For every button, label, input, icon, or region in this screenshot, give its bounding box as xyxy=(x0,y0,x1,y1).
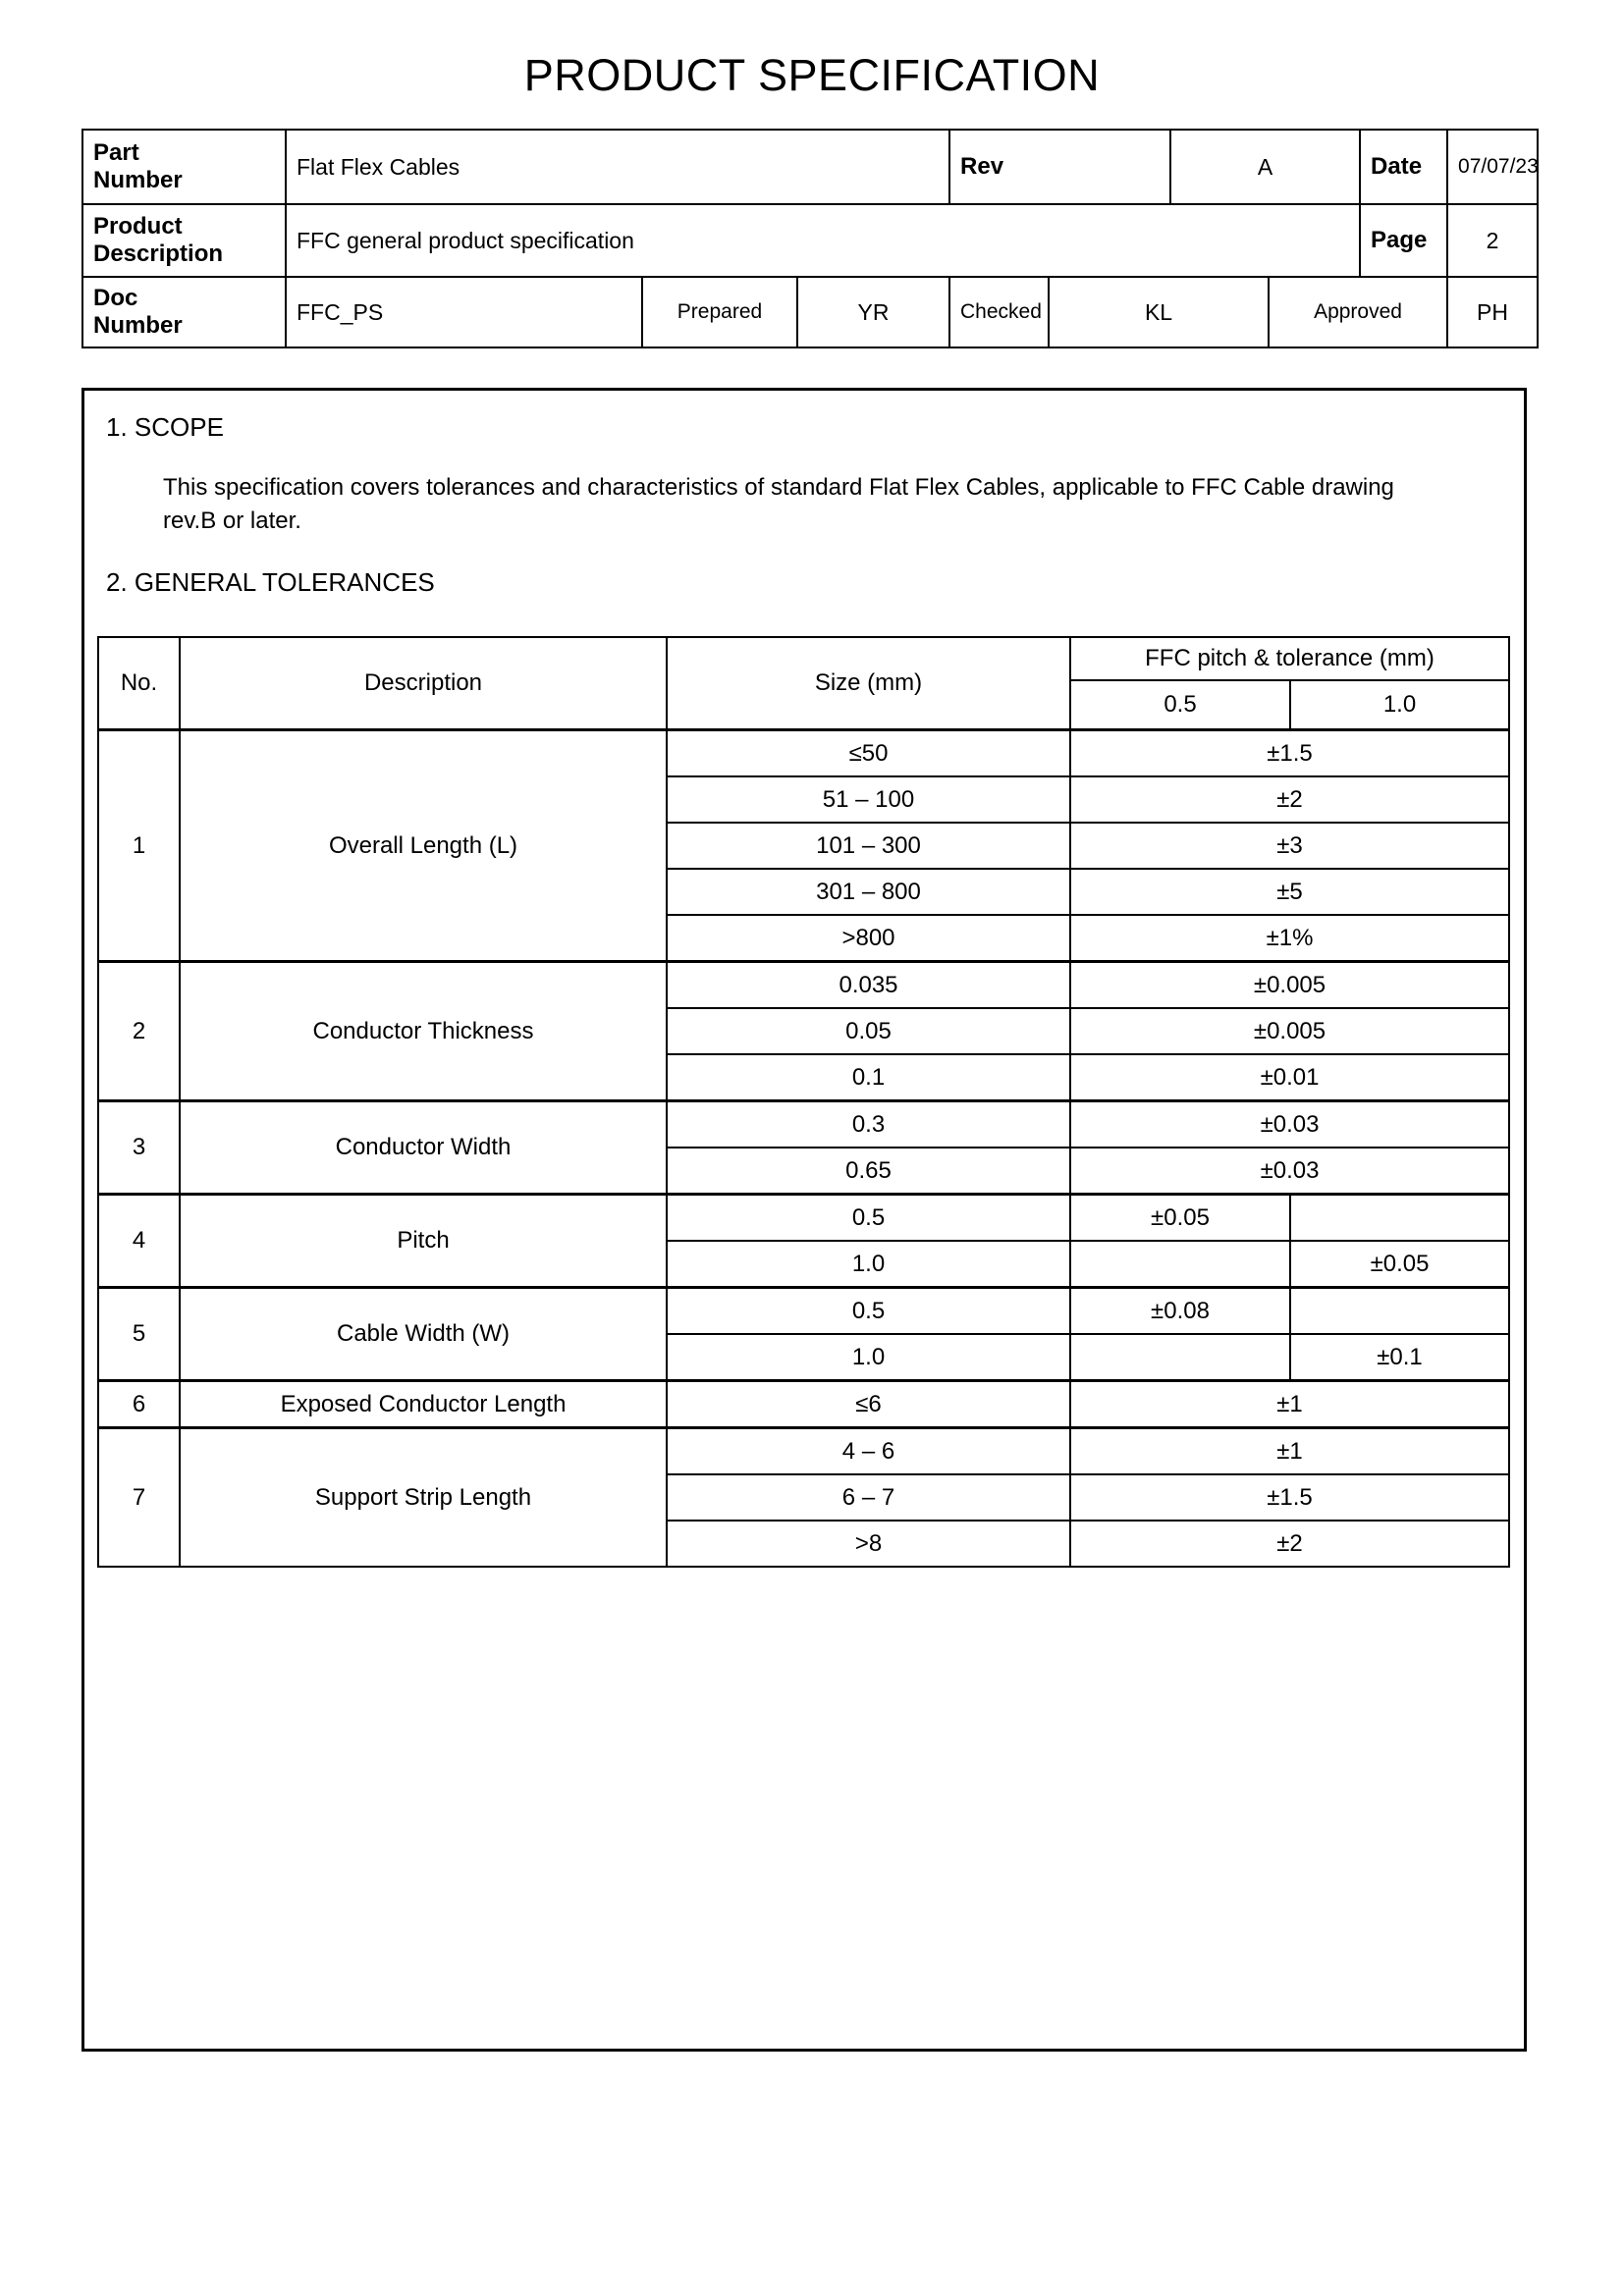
table-row xyxy=(98,730,1509,777)
cell-tolerance: ±5 xyxy=(1070,869,1509,915)
cell-tolerance: ±1 xyxy=(1070,1381,1509,1428)
table-row xyxy=(98,1288,1509,1335)
approved-value: PH xyxy=(1447,277,1538,347)
document-header-table xyxy=(81,129,1539,348)
tolerance-table-head xyxy=(98,637,1509,730)
page-value: 2 xyxy=(1447,204,1538,277)
cell-tolerance-pitch-0-5 xyxy=(1070,1334,1290,1381)
prepared-label: Prepared xyxy=(642,277,797,347)
header-row-product-description xyxy=(82,204,1538,277)
checked-value: KL xyxy=(1049,277,1269,347)
cell-tolerance: ±1.5 xyxy=(1070,1474,1509,1521)
cell-tolerance-pitch-1-0 xyxy=(1290,1288,1509,1335)
cell-size: 0.1 xyxy=(667,1054,1070,1101)
table-row xyxy=(98,1101,1509,1148)
cell-tolerance: ±2 xyxy=(1070,776,1509,823)
cell-description: Pitch xyxy=(180,1195,667,1288)
product-description-label-line1: Product xyxy=(93,212,183,240)
cell-size: >800 xyxy=(667,915,1070,962)
table-row xyxy=(98,1428,1509,1475)
prepared-value: YR xyxy=(797,277,949,347)
tolerance-table-body xyxy=(98,730,1509,1568)
cell-tolerance-pitch-0-5 xyxy=(1070,1241,1290,1288)
cell-tolerance-pitch-0-5: ±0.05 xyxy=(1070,1195,1290,1242)
product-description-label-line2: Description xyxy=(93,240,224,267)
column-header-size: Size (mm) xyxy=(667,637,1070,730)
cell-tolerance: ±1% xyxy=(1070,915,1509,962)
part-number-label xyxy=(82,130,286,204)
cell-no: 7 xyxy=(98,1428,180,1568)
table-row xyxy=(98,962,1509,1009)
cell-description: Conductor Width xyxy=(180,1101,667,1195)
rev-value: A xyxy=(1170,130,1360,204)
cell-no: 1 xyxy=(98,730,180,962)
doc-number-label xyxy=(82,277,286,347)
header-row-part-number xyxy=(82,130,1538,204)
tolerance-table-header-row-1 xyxy=(98,637,1509,680)
cell-tolerance: ±1.5 xyxy=(1070,730,1509,777)
cell-description: Conductor Thickness xyxy=(180,962,667,1101)
checked-label: Checked xyxy=(949,277,1049,347)
date-label: Date xyxy=(1360,130,1447,204)
cell-description: Exposed Conductor Length xyxy=(180,1381,667,1428)
cell-size: 0.05 xyxy=(667,1008,1070,1054)
cell-tolerance: ±3 xyxy=(1070,823,1509,869)
cell-size: ≤50 xyxy=(667,730,1070,777)
cell-size: ≤6 xyxy=(667,1381,1070,1428)
cell-tolerance: ±1 xyxy=(1070,1428,1509,1475)
scope-section-text: This specification covers tolerances and characteristics of standard Flat Flex Cables, applicable to FFC Cable drawing rev.B or later. xyxy=(163,474,1394,535)
cell-tolerance: ±2 xyxy=(1070,1521,1509,1567)
cell-size: 0.65 xyxy=(667,1148,1070,1195)
cell-description: Cable Width (W) xyxy=(180,1288,667,1381)
cell-description: Support Strip Length xyxy=(180,1428,667,1568)
cell-no: 6 xyxy=(98,1381,180,1428)
cell-size: 101 – 300 xyxy=(667,823,1070,869)
column-header-tolerance-group: FFC pitch & tolerance (mm) xyxy=(1070,637,1509,680)
cell-tolerance-pitch-1-0 xyxy=(1290,1195,1509,1242)
column-header-pitch-1-0: 1.0 xyxy=(1290,680,1509,730)
cell-tolerance-pitch-0-5: ±0.08 xyxy=(1070,1288,1290,1335)
cell-tolerance: ±0.005 xyxy=(1070,962,1509,1009)
cell-size: 0.5 xyxy=(667,1195,1070,1242)
cell-tolerance: ±0.005 xyxy=(1070,1008,1509,1054)
column-header-no: No. xyxy=(98,637,180,730)
table-row xyxy=(98,1381,1509,1428)
cell-tolerance-pitch-1-0: ±0.05 xyxy=(1290,1241,1509,1288)
cell-no: 3 xyxy=(98,1101,180,1195)
column-header-pitch-0-5: 0.5 xyxy=(1070,680,1290,730)
cell-tolerance: ±0.01 xyxy=(1070,1054,1509,1101)
cell-size: 0.035 xyxy=(667,962,1070,1009)
doc-number-value: FFC_PS xyxy=(286,277,642,347)
cell-tolerance-pitch-1-0: ±0.1 xyxy=(1290,1334,1509,1381)
rev-label: Rev xyxy=(949,130,1170,204)
cell-size: 4 – 6 xyxy=(667,1428,1070,1475)
cell-size: 301 – 800 xyxy=(667,869,1070,915)
approved-label: Approved xyxy=(1269,277,1447,347)
cell-size: 51 – 100 xyxy=(667,776,1070,823)
cell-size: 1.0 xyxy=(667,1334,1070,1381)
part-number-value: Flat Flex Cables xyxy=(286,130,949,204)
general-tolerances-section-heading: 2. GENERAL TOLERANCES xyxy=(106,567,435,597)
doc-number-label-line1: Doc xyxy=(93,284,138,311)
cell-size: 0.3 xyxy=(667,1101,1070,1148)
page-title: PRODUCT SPECIFICATION xyxy=(523,50,1101,100)
scope-section-heading: 1. SCOPE xyxy=(106,412,224,442)
cell-no: 2 xyxy=(98,962,180,1101)
product-description-value: FFC general product specification xyxy=(286,204,1360,277)
page-label: Page xyxy=(1360,204,1447,277)
table-row xyxy=(98,1195,1509,1242)
cell-size: 6 – 7 xyxy=(667,1474,1070,1521)
cell-no: 5 xyxy=(98,1288,180,1381)
cell-size: 1.0 xyxy=(667,1241,1070,1288)
date-value: 07/07/23 xyxy=(1447,130,1538,204)
general-tolerances-table xyxy=(97,636,1510,1568)
content-frame xyxy=(81,388,1527,2052)
cell-description: Overall Length (L) xyxy=(180,730,667,962)
cell-size: 0.5 xyxy=(667,1288,1070,1335)
cell-tolerance: ±0.03 xyxy=(1070,1101,1509,1148)
header-row-doc-number xyxy=(82,277,1538,347)
part-number-label-line1: Part xyxy=(93,138,139,166)
cell-tolerance: ±0.03 xyxy=(1070,1148,1509,1195)
cell-size: >8 xyxy=(667,1521,1070,1567)
column-header-description: Description xyxy=(180,637,667,730)
product-description-label xyxy=(82,204,286,277)
cell-no: 4 xyxy=(98,1195,180,1288)
doc-number-label-line2: Number xyxy=(93,312,183,339)
part-number-label-line2: Number xyxy=(93,167,183,193)
